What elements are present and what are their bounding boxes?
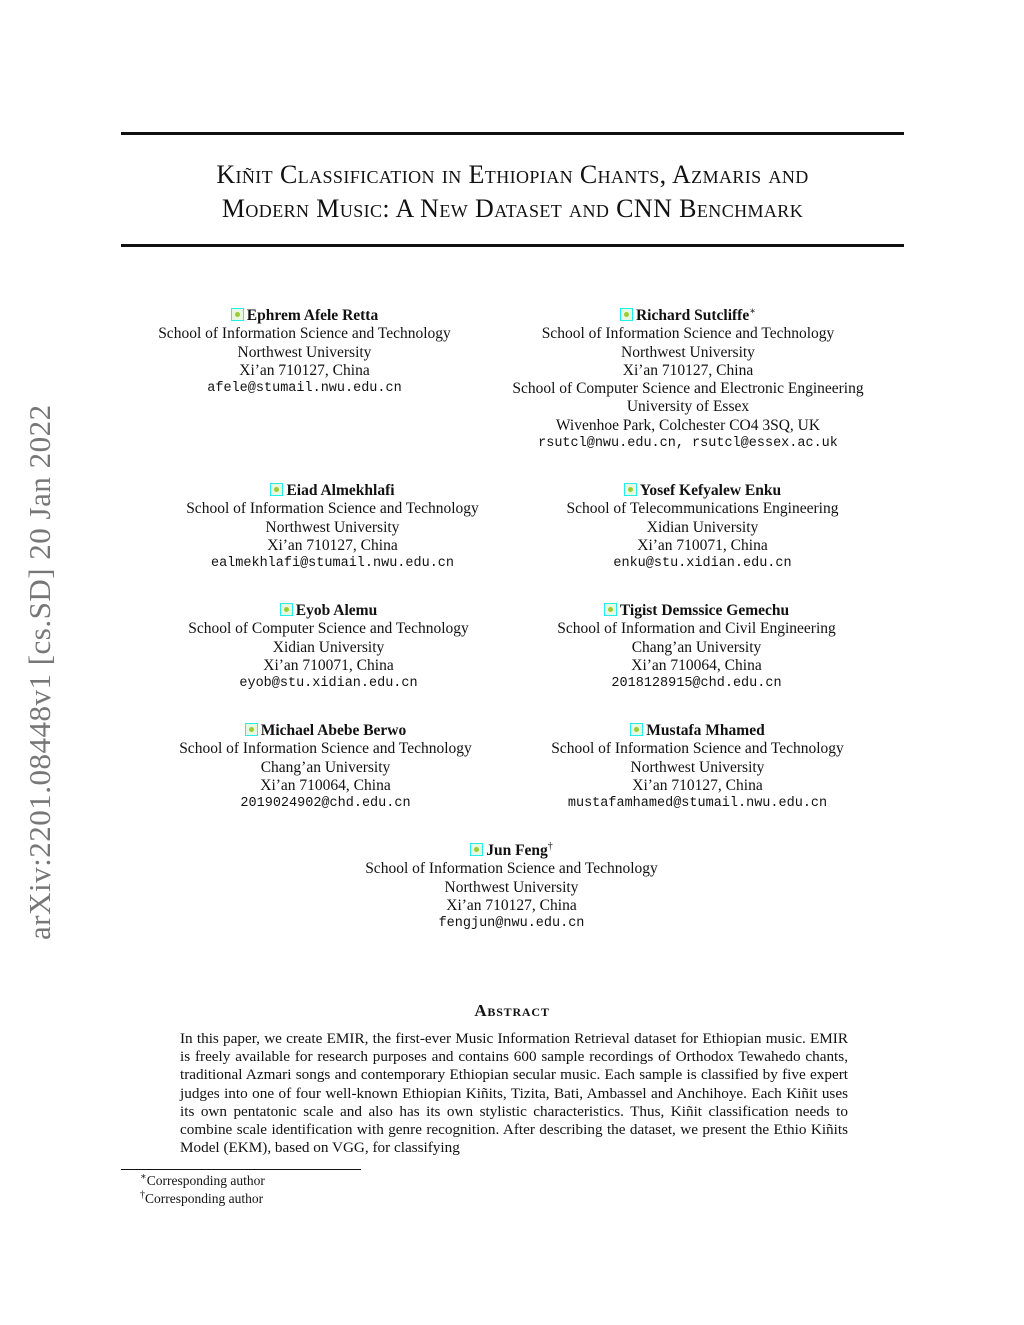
author-affiliation: Xi’an 710071, China <box>263 656 394 674</box>
author-name: Michael Abebe Berwo <box>260 722 407 739</box>
arxiv-identifier[interactable]: arXiv:2201.08448v1 [cs.SD] 20 Jan 2022 <box>22 404 57 940</box>
abstract-heading: Abstract <box>474 1001 550 1020</box>
author-name: Richard Sutcliffe <box>635 307 750 324</box>
orcid-icon[interactable] <box>280 603 293 616</box>
author-email[interactable]: 2019024902@chd.edu.cn <box>240 796 411 812</box>
author-affiliation: School of Computer Science and Electronic Engineering <box>512 380 864 398</box>
author-name: Tigist Demssice Gemechu <box>619 602 790 619</box>
orcid-icon[interactable] <box>620 308 633 321</box>
author-block <box>152 602 505 693</box>
author-block <box>488 307 888 453</box>
author-email[interactable]: rsutcl@nwu.edu.cn, rsutcl@essex.ac.uk <box>538 436 838 452</box>
footnote-mark[interactable]: † <box>547 840 553 852</box>
author-email[interactable]: eyob@stu.xidian.edu.cn <box>239 676 418 692</box>
author-affiliation: School of Telecommunications Engineering <box>566 500 839 518</box>
author-block <box>149 722 502 813</box>
author-affiliation: Northwest University <box>444 878 579 896</box>
author-affiliation: School of Information Science and Technology <box>551 740 844 758</box>
author-affiliation: School of Information and Civil Engineering <box>557 620 836 638</box>
author-name: Jun Feng <box>486 842 548 859</box>
title-rule-top <box>121 132 904 135</box>
author-affiliation: Xidian University <box>272 638 385 656</box>
orcid-icon[interactable] <box>270 483 283 496</box>
author-affiliation: Xi’an 710071, China <box>637 536 768 554</box>
author-affiliation: Xi’an 710064, China <box>631 656 762 674</box>
author-email[interactable]: mustafamhamed@stumail.nwu.edu.cn <box>567 796 828 812</box>
author-email[interactable]: afele@stumail.nwu.edu.cn <box>207 381 402 397</box>
author-block <box>156 482 509 573</box>
author-affiliation: Xidian University <box>646 518 759 536</box>
author-affiliation: School of Information Science and Technology <box>186 500 479 518</box>
author-name: Yosef Kefyalew Enku <box>639 482 782 499</box>
footnote-mark[interactable]: ∗ <box>749 305 757 317</box>
author-affiliation: Wivenhoe Park, Colchester CO4 3SQ, UK <box>555 416 821 434</box>
author-name: Mustafa Mhamed <box>646 722 765 739</box>
author-affiliation: School of Information Science and Technology <box>179 740 472 758</box>
footnote-text: Corresponding author <box>145 1191 264 1206</box>
author-name: Ephrem Afele Retta <box>246 307 379 324</box>
author-name: Eyob Alemu <box>295 602 378 619</box>
orcid-icon[interactable] <box>630 723 643 736</box>
author-affiliation: Chang’an University <box>260 758 391 776</box>
orcid-icon[interactable] <box>231 308 244 321</box>
orcid-icon[interactable] <box>245 723 258 736</box>
author-affiliation: Northwest University <box>265 518 400 536</box>
footnote-divider <box>121 1169 361 1170</box>
footnote-text: Corresponding author <box>146 1173 265 1188</box>
author-name: Eiad Almekhlafi <box>286 482 395 499</box>
author-block <box>128 307 481 398</box>
author-email[interactable]: enku@stu.xidian.edu.cn <box>613 556 792 572</box>
author-block <box>526 482 879 573</box>
author-affiliation: School of Information Science and Technology <box>158 325 451 343</box>
footnote <box>140 1191 263 1207</box>
title-line-2: Modern Music: A New Dataset and CNN Benchmark <box>221 194 804 223</box>
title-rule-bottom <box>121 244 904 247</box>
author-affiliation: Northwest University <box>621 343 755 361</box>
author-affiliation: School of Information Science and Technology <box>365 860 658 878</box>
orcid-icon[interactable] <box>604 603 617 616</box>
author-block <box>521 722 874 813</box>
author-affiliation: School of Information Science and Technology <box>541 325 835 343</box>
paper-title <box>121 158 904 226</box>
author-block <box>520 602 873 693</box>
footnote-mark: † <box>140 1189 145 1201</box>
author-affiliation: Xi’an 710064, China <box>260 776 391 794</box>
author-affiliation: School of Computer Science and Technology <box>188 620 469 638</box>
author-affiliation: Chang’an University <box>631 638 762 656</box>
abstract-body: In this paper, we create EMIR, the first-ever Music Information Retrieval dataset for Ethiopian music. EMIR is freely available for research purposes and contains 600 sample recordings of Orthodox Tewahedo chants, traditional Azmari songs and contemporary Ethiopian secular music. Each sample is classified by five expert judges into one of four well-known Ethiopian Kiñits, Tizita, Bati, Ambassel and Anchihoye. Each Kiñit uses its own pentatonic scale and also has its own stylistic characteristics. Thus, Kiñit classification needs to combine scale identification with genre recognition. After describing the dataset, we present the Ethio Kiñits Model (EKM), based on VGG, for classifying <box>180 1030 848 1157</box>
footnote <box>140 1173 265 1189</box>
title-line-1: Kiñit Classification in Ethiopian Chants, Azmaris and <box>216 160 809 189</box>
author-affiliation: Xi’an 710127, China <box>239 361 370 379</box>
orcid-icon[interactable] <box>470 843 483 856</box>
author-email[interactable]: fengjun@nwu.edu.cn <box>438 916 585 932</box>
author-block <box>335 842 688 933</box>
author-affiliation: Xi’an 710127, China <box>632 776 763 794</box>
author-email[interactable]: 2018128915@chd.edu.cn <box>611 676 782 692</box>
author-affiliation: Xi’an 710127, China <box>267 536 398 554</box>
author-affiliation: University of Essex <box>626 398 750 416</box>
author-email[interactable]: ealmekhlafi@stumail.nwu.edu.cn <box>210 556 455 572</box>
author-affiliation: Northwest University <box>237 343 372 361</box>
author-affiliation: Xi’an 710127, China <box>622 361 754 379</box>
orcid-icon[interactable] <box>624 483 637 496</box>
author-affiliation: Xi’an 710127, China <box>446 896 577 914</box>
footnote-mark: ∗ <box>140 1171 147 1183</box>
author-affiliation: Northwest University <box>630 758 765 776</box>
